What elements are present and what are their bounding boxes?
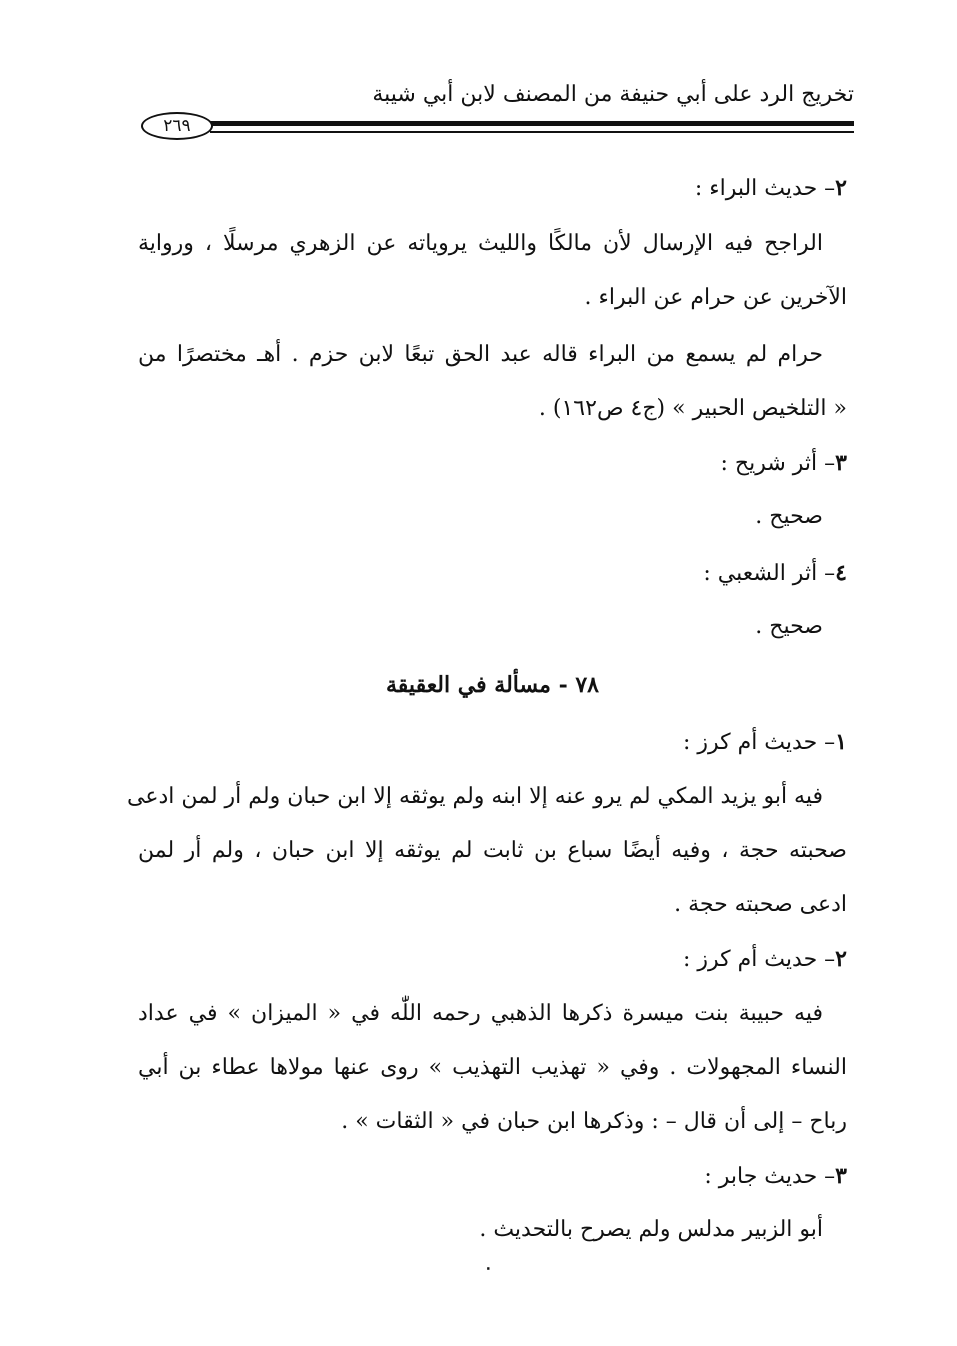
paragraph-line: الراجح فيه الإرسال لأن مالكًا والليث يروياته عن الزهري مرسلًا ، ورواية	[138, 231, 823, 256]
heading-label: – حديث أم كرز :	[682, 730, 836, 755]
verdict-text: صحيح .	[755, 504, 823, 529]
paragraph-line: صحبته حجة ، وفيه أيضًا سباع بن ثابت لم يوثقه إلا ابن حبان ، ولم أر لمن	[138, 838, 847, 863]
heading-number: ١	[835, 729, 847, 755]
heading-label: – حديث أم كرز :	[682, 947, 836, 972]
heading-number: ٤	[835, 560, 847, 586]
verdict-text: صحيح .	[755, 614, 823, 639]
heading-umm-kurz-2	[138, 944, 847, 975]
paragraph-line: الآخرين عن حرام عن البراء .	[584, 285, 847, 310]
heading-label: – حديث جابر :	[704, 1164, 836, 1189]
heading-shabi	[138, 558, 847, 589]
paragraph-line: فيه أبو يزيد المكي لم يرو عنه إلا ابنه ولم يوثقه إلا ابن حبان ولم أر لمن ادعى	[127, 784, 823, 809]
header-rule-thin	[210, 131, 854, 133]
heading-shurayh	[138, 448, 847, 479]
paragraph-line: ادعى صحبته حجة .	[674, 892, 847, 917]
heading-jabir	[138, 1161, 847, 1192]
heading-number: ٢	[835, 175, 847, 201]
heading-number: ٣	[835, 1163, 847, 1189]
paragraph-line: النساء المجهولات . وفي « تهذيب التهذيب » روى عنها مولاها عطاء بن أبي	[138, 1055, 847, 1080]
page-number: ٢٦٩	[141, 112, 213, 140]
heading-number: ٣	[835, 450, 847, 476]
paragraph-line: فيه حبيبة بنت ميسرة ذكرها الذهبي رحمه اللّٰه في « الميزان » في عداد	[138, 1001, 823, 1026]
chapter-title: ٧٨ - مسألة في العقيقة	[386, 672, 599, 698]
heading-baraa	[138, 173, 847, 204]
header-rule-thick	[210, 121, 854, 126]
paragraph-line: حرام لم يسمع من البراء قاله عبد الحق تبعًا لابن حزم . أهـ مختصرًا من	[138, 342, 823, 367]
heading-label: – أثر الشعبي :	[703, 561, 836, 586]
heading-number: ٢	[835, 946, 847, 972]
footer-mark: ٠	[484, 1258, 493, 1277]
paragraph-line: رباح – إلى أن قال – : وذكرها ابن حبان في « الثقات » .	[341, 1109, 847, 1134]
paragraph-line: « التلخيص الحبير » (ج٤ ص١٦٢) .	[538, 396, 847, 421]
heading-umm-kurz-1	[138, 727, 847, 758]
paragraph-line: أبو الزبير مدلس ولم يصرح بالتحديث .	[479, 1217, 823, 1242]
running-title: تخريج الرد على أبي حنيفة من المصنف لابن أبي شيبة	[372, 82, 854, 107]
heading-label: – حديث البراء :	[694, 176, 836, 201]
heading-label: – أثر شريح :	[720, 451, 836, 476]
